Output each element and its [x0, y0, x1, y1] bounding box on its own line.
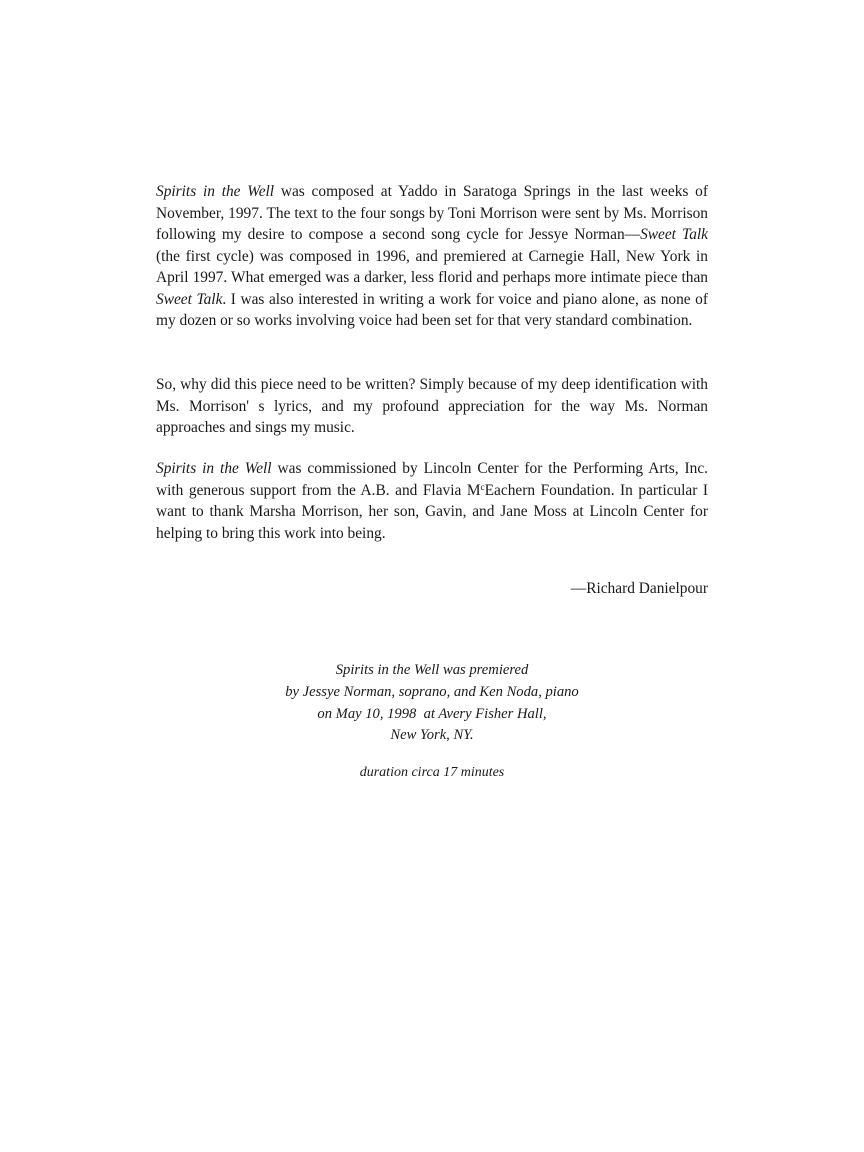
premiere-line: New York, NY.	[390, 727, 474, 744]
work-title: Sweet Talk	[156, 290, 223, 308]
premiere-line: by Jessye Norman, soprano, and Ken Noda, piano	[285, 683, 579, 700]
paragraph-text: Eachern Foundation. In particular I want to thank Marsha Morrison, her son, Gavin, and Jane Moss at Lincoln Center for helping to bring this work into being.	[156, 481, 708, 542]
paragraph-text: (the first cycle) was composed in 1996, and premiered at Carnegie Hall, New York in April 1997. What emerged was a darker, less florid and perhaps more intimate piece than	[156, 247, 708, 286]
author-signature: —Richard Danielpour	[570, 580, 708, 597]
work-title: Sweet Talk	[640, 226, 708, 243]
paragraph-text: was composed at Yaddo in Saratoga Springs in the last weeks of November, 1997. The text to the four songs by Toni Morrison were sent by Ms. Morrison following my desire to compose a second song cycle for Jessye Norman—	[156, 183, 708, 243]
work-title: Spirits in the Well	[156, 183, 275, 200]
premiere-line: on May 10, 1998 at Avery Fisher Hall,	[317, 705, 547, 722]
superscript-c: c	[480, 481, 485, 492]
program-note-paragraph-3	[156, 458, 708, 544]
program-note-paragraph-2	[156, 374, 708, 439]
paragraph-text: . I was also interested in writing a work for voice and piano alone, as none of my dozen or so works involving voice had been set for that very standard combination.	[156, 290, 709, 329]
work-title: Spirits in the Well	[156, 460, 272, 477]
paragraph-text: was commissioned by Lincoln Center for the Performing Arts, Inc. with generous support from the A.B. and Flavia M	[156, 460, 708, 499]
paragraph-text: So, why did this piece need to be written? Simply because of my deep identification with Ms. Morrison' s lyrics, and my profound appreciation for the way Ms. Norman approaches and sings my music.	[156, 376, 708, 436]
premiere-credits	[0, 660, 864, 747]
program-note-paragraph-1	[156, 181, 708, 332]
duration-note: duration circa 17 minutes	[359, 765, 505, 780]
premiere-line: Spirits in the Well was premiered	[335, 662, 529, 678]
